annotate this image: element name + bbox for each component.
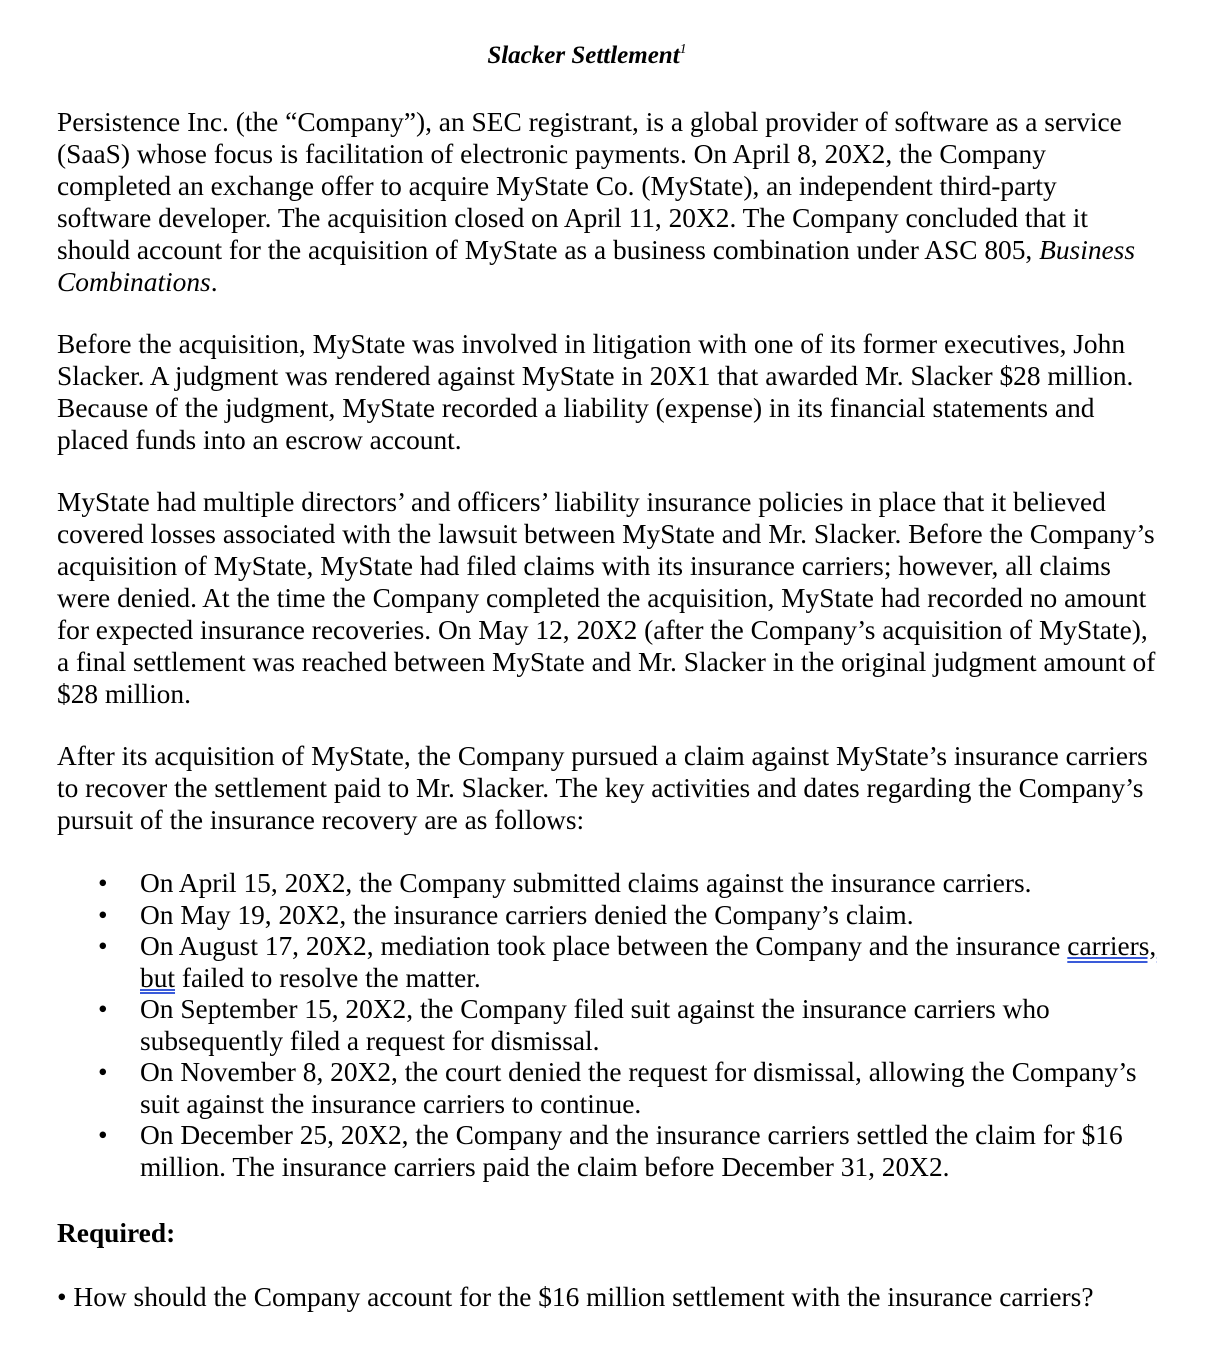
paragraph-litigation: Before the acquisition, MyState was involved in litigation with one of its former executives, John Slacker. A judgment was rendered against MyState in 20X1 that awarded Mr. Slacker $28 million. Because of the judgment, MyState recorded a liability (expense) in its financial statements and placed funds into an escrow account. — [57, 329, 1134, 455]
paragraph-insurance: MyState had multiple directors’ and officers’ liability insurance policies in place that it believed covered losses associated with the lawsuit between MyState and Mr. Slacker. Before the Company’s acquisition of MyState, MyState had filed claims with its insurance carriers; however, all claims were denied. At the time the Company completed the acquisition, MyState had recorded no amount for expected insurance recoveries. On May 12, 20X2 (after the Company’s acquisition of MyState), a final settlement was reached between MyState and Mr. Slacker in the original judgment amount of $28 million. — [57, 487, 1156, 709]
event-text: On August 17, 20X2, mediation took place between the Company and the insurance — [140, 931, 1068, 961]
paragraph-intro-end: . — [210, 267, 218, 297]
title-text: Slacker Settlement — [487, 42, 680, 69]
event-text: On December 25, 20X2, the Company and the insurance carriers settled the claim for $16 million. The insurance carriers paid the claim before December 31, 20X2. — [140, 1120, 1123, 1182]
list-item — [98, 931, 1157, 994]
list-item — [98, 899, 1157, 932]
paragraph-intro — [57, 106, 1157, 298]
event-text: On September 15, 20X2, the Company filed suit against the insurance carriers who subsequently filed a request for dismissal. — [140, 994, 1050, 1056]
paragraph-recovery: After its acquisition of MyState, the Company pursued a claim against MyState’s insurance carriers to recover the settlement paid to Mr. Slacker. The key activities and dates regarding the Company’s pursuit of the insurance recovery are as follows: — [57, 741, 1148, 835]
event-text: On April 15, 20X2, the Company submitted claims against the insurance carriers. — [140, 868, 1032, 898]
bullet-marker: • — [98, 899, 108, 930]
events-list — [57, 868, 1157, 1183]
bullet-marker: • — [98, 931, 108, 961]
required-question: • How should the Company account for the $16 million settlement with the insurance carriers? — [57, 1282, 1094, 1312]
document-page — [57, 40, 1157, 1313]
bullet-marker: • — [98, 1057, 108, 1087]
spellcheck-underline: carriers, but — [140, 931, 1157, 993]
list-item — [98, 1057, 1157, 1120]
paragraph-intro-text: Persistence Inc. (the “Company”), an SEC registrant, is a global provider of software as a service (SaaS) whose focus is facilitation of electronic payments. On April 8, 20X2, the Company completed an exchange offer to acquire MyState Co. (MyState), an independent third-party software developer. The acquisition closed on April 11, 20X2. The Company concluded that it should account for the acquisition of MyState as a business combination under ASC 805, — [57, 107, 1122, 265]
title-footnote-marker: 1 — [679, 42, 687, 57]
event-text: failed to resolve the matter. — [175, 962, 481, 993]
required-heading: Required: — [57, 1218, 176, 1248]
bullet-marker: • — [98, 868, 108, 898]
list-item — [98, 868, 1157, 900]
list-item — [98, 994, 1157, 1057]
document-title — [57, 40, 1157, 72]
bullet-marker: • — [98, 994, 108, 1024]
event-text: On May 19, 20X2, the insurance carriers denied the Company’s claim. — [140, 899, 914, 930]
bullet-marker: • — [98, 1120, 108, 1150]
list-item — [98, 1120, 1157, 1183]
event-text: On November 8, 20X2, the court denied the request for dismissal, allowing the Company’s suit against the insurance carriers to continue. — [140, 1057, 1137, 1119]
paragraph-intro-italic: Business Combinations — [57, 235, 1135, 297]
